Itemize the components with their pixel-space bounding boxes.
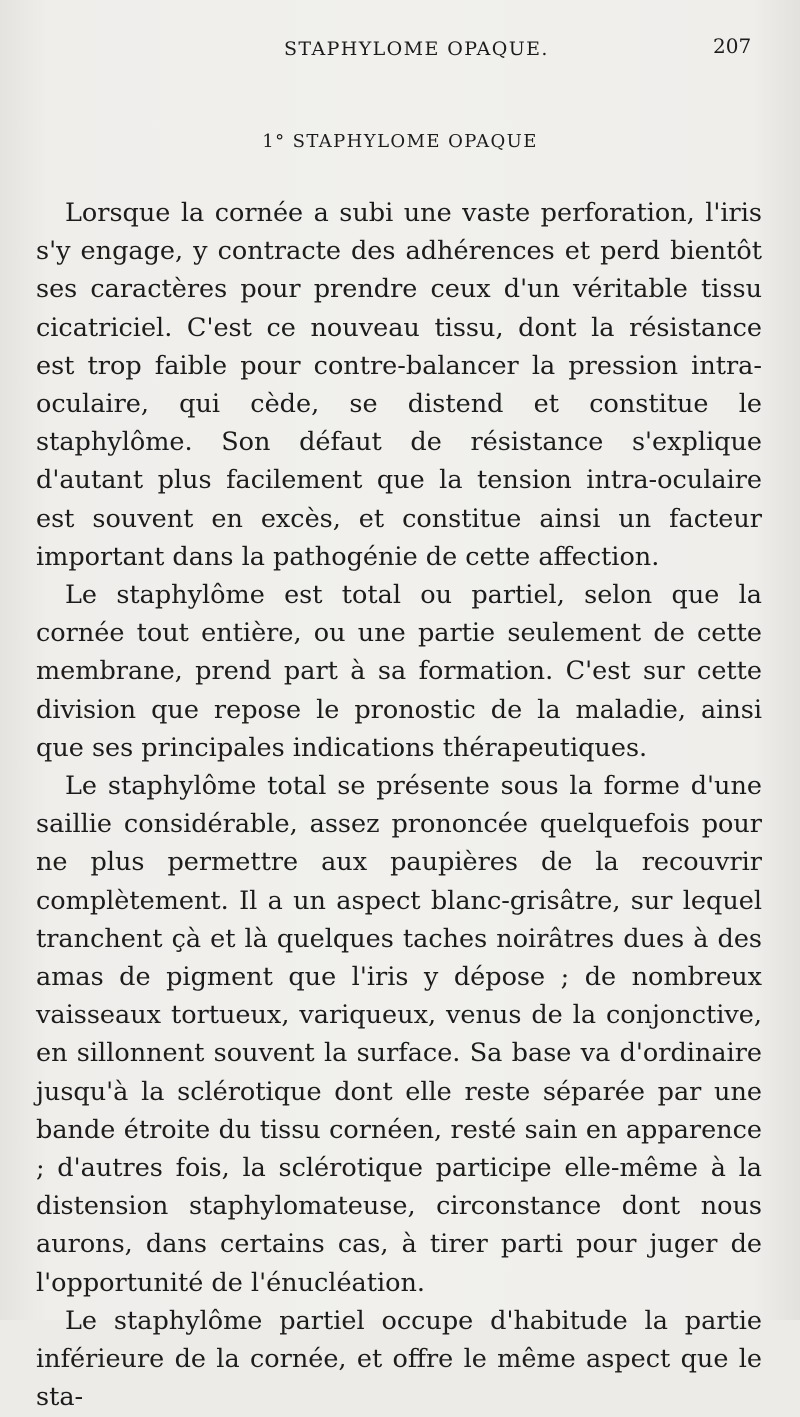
body-text	[36, 194, 762, 1417]
paragraph: Lorsque la cornée a subi une vaste perforation, l'iris s'y engage, y contracte des adhérences et perd bientôt ses caractères pour prendre ceux d'un véritable tissu cicatriciel. C'est ce nouveau tissu, dont la résistance est trop faible pour contre-balancer la pression intra-oculaire, qui cède, se distend et constitue le staphylôme. Son défaut de résistance s'explique d'autant plus facilement que la tension intra-oculaire est souvent en excès, et constitue ainsi un facteur important dans la pathogénie de cette affection.	[36, 198, 762, 572]
paragraph: Le staphylôme est total ou partiel, selon que la cornée tout entière, ou une partie seulement de cette membrane, prend part à sa formation. C'est sur cette division que repose le pronostic de la maladie, ainsi que ses principales indications thérapeutiques.	[36, 580, 762, 763]
running-head: STAPHYLOME OPAQUE.	[284, 38, 549, 60]
section-title: 1° STAPHYLOME OPAQUE	[262, 131, 538, 152]
page-header	[0, 34, 800, 64]
page-number: 207	[713, 34, 752, 58]
paragraph: Le staphylôme total se présente sous la forme d'une saillie considérable, assez prononcée quelquefois pour ne plus permettre aux paupières de la recouvrir complètement. Il a un aspect blanc-grisâtre, sur lequel tranchent çà et là quelques taches noirâtres dues à des amas de pigment que l'iris y dépose ; de nombreux vaisseaux tortueux, variqueux, venus de la conjonctive, en sillonnent souvent la surface. Sa base va d'ordinaire jusqu'à la sclérotique dont elle reste séparée par une bande étroite du tissu cornéen, resté sain en apparence ; d'autres fois, la sclérotique participe elle-même à la distension staphylomateuse, circonstance dont nous aurons, dans certains cas, à tirer parti pour juger de l'opportunité de l'énucléation.	[36, 771, 762, 1298]
paragraph: Le staphylôme partiel occupe d'habitude la partie inférieure de la cornée, et offre le même aspect que le sta-	[36, 1305, 762, 1413]
